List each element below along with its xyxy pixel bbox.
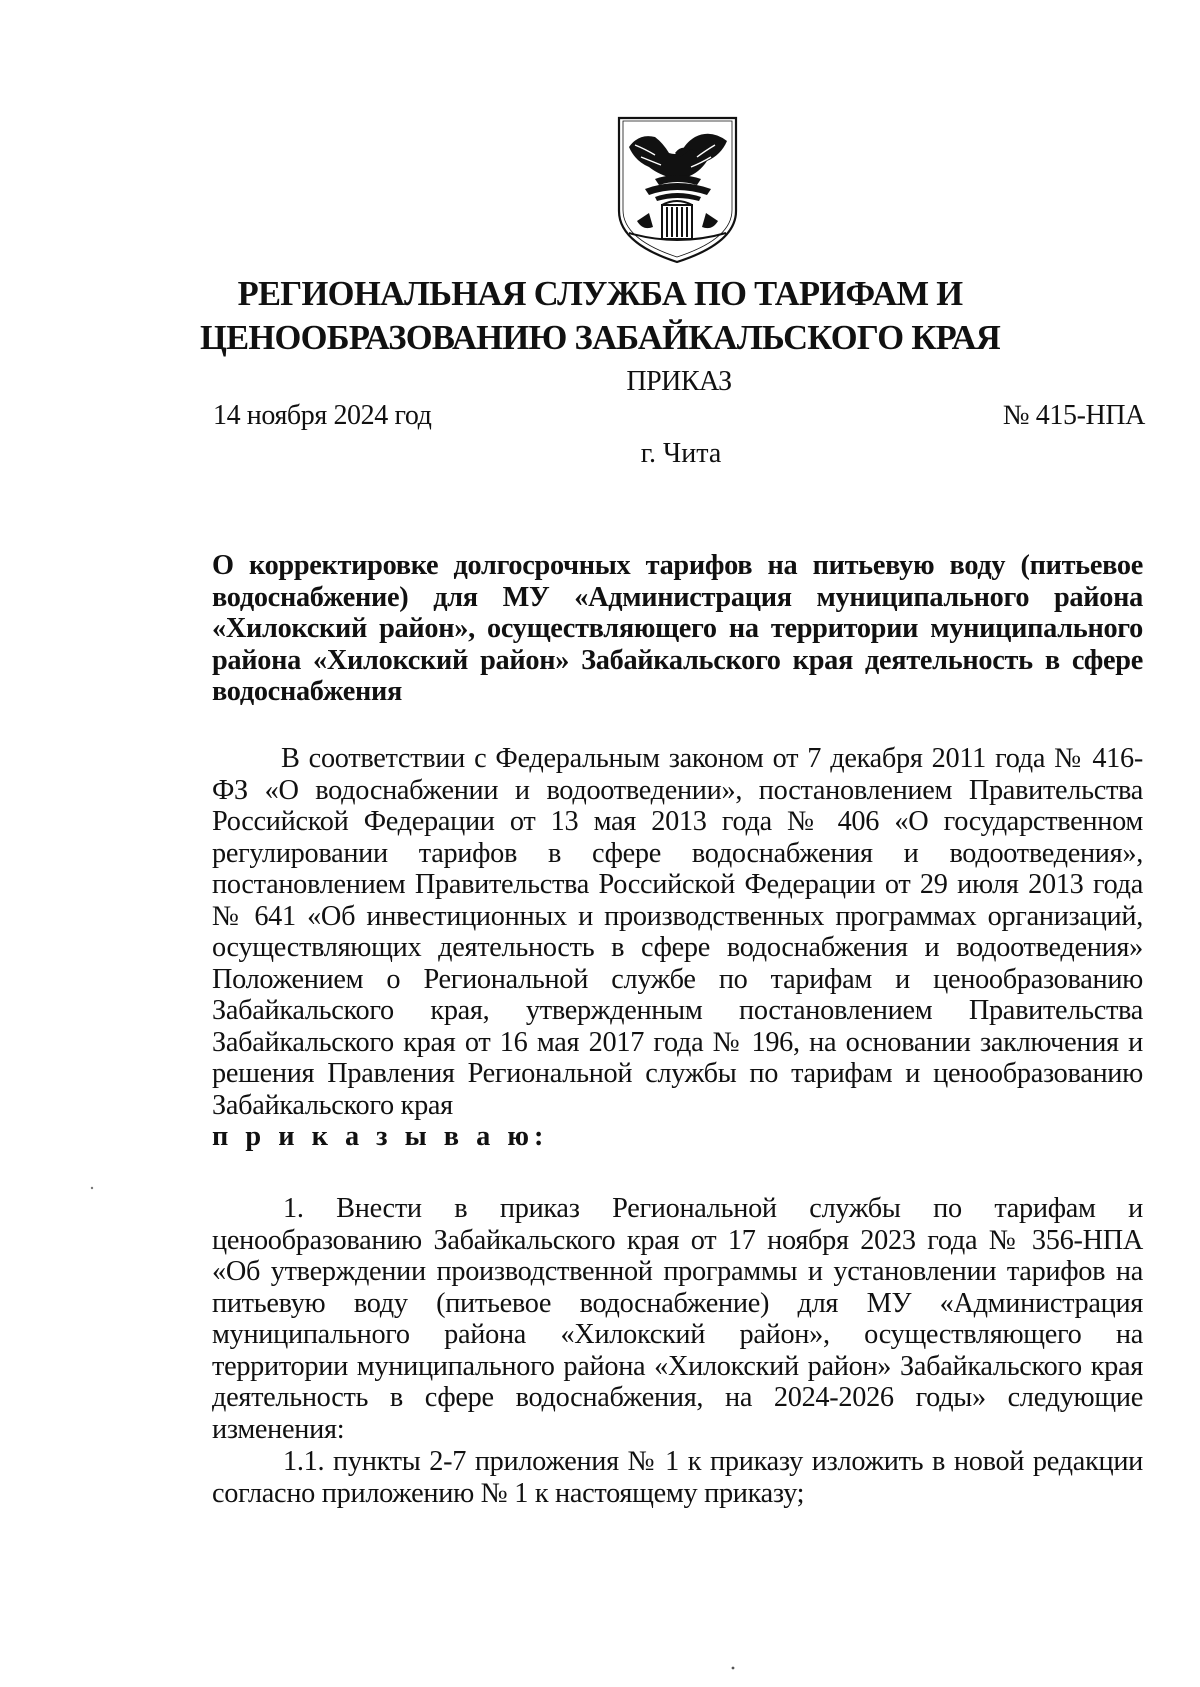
document-date: 14 ноября 2024 год bbox=[213, 400, 432, 431]
document-city: г. Чита bbox=[640, 438, 722, 469]
document-number: № 415-НПА bbox=[1002, 400, 1145, 431]
coat-of-arms-emblem bbox=[615, 115, 740, 265]
legal-basis-text: В соответствии с Федеральным законом от 7 декабря 2011 года № 416-ФЗ «О водоснабжении и водоотведении», постановлением Правительства Российской Федерации от 13 мая 2013 года № 406 «О государственном регулировании тарифов в сфере водоснабжения и водоотведения», постановлением Правительства Российской Федерации от 29 июля 2013 года № 641 «Об инвестиционных и производственных программах организаций, осуществляющих деятельность в сфере водоснабжения и водоотведения» Положением о Региональной службе по тарифам и ценообразованию Забайкальского края, утвержденным постановлением Правительства Забайкальского края от 16 мая 2017 года № 196, на основании заключения и решения Правления Региональной службы по тарифам и ценообразованию Забайкальского края bbox=[212, 743, 1143, 1121]
organization-title-line-1: РЕГИОНАЛЬНАЯ СЛУЖБА ПО ТАРИФАМ И bbox=[237, 275, 963, 313]
order-word: п р и к а з ы в а ю: bbox=[212, 1121, 549, 1152]
order-item-1-1: 1.1. пункты 2-7 приложения № 1 к приказу изложить в новой редакции согласно приложению № 1 к настоящему приказу; bbox=[212, 1446, 1143, 1509]
document-subject: О корректировке долгосрочных тарифов на питьевую воду (питьевое водоснабжение) для МУ «Администрация муниципального района «Хилокский район», осуществляющего на территории муниципального района «Хилокский район» Забайкальского края деятельность в сфере водоснабжения bbox=[212, 550, 1143, 707]
organization-title bbox=[150, 272, 1050, 360]
organization-title-line-2: ЦЕНООБРАЗОВАНИЮ ЗАБАЙКАЛЬСКОГО КРАЯ bbox=[199, 319, 1001, 357]
order-item-1: 1. Внести в приказ Региональной службы по тарифам и ценообразованию Забайкальского края от 17 ноября 2023 года № 356-НПА «Об утверждении производственной программы и установлении тарифов на питьевую воду (питьевое водоснабжение) для МУ «Администрация муниципального района «Хилокский район», осуществляющего на территории муниципального района «Хилокский район» Забайкальского края деятельность в сфере водоснабжения, на 2024-2026 годы» следующие изменения: bbox=[212, 1193, 1143, 1445]
legal-basis-paragraph bbox=[212, 743, 1143, 1153]
document-type: ПРИКАЗ bbox=[626, 366, 732, 397]
